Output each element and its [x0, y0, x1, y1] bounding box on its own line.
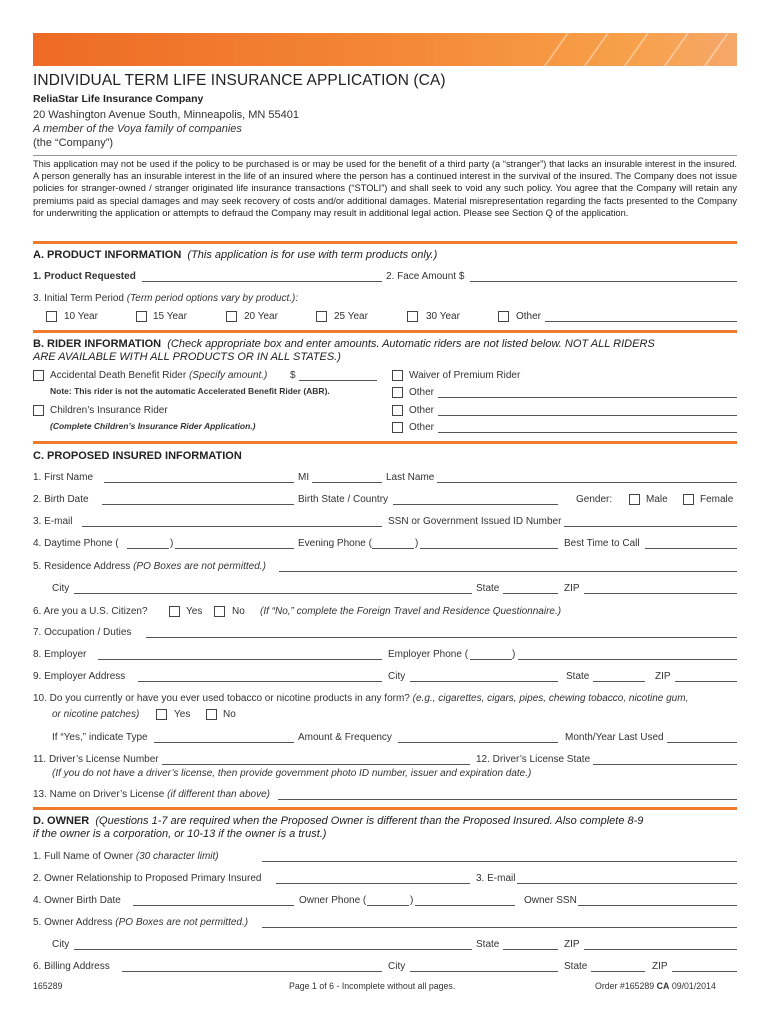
employer-address-field[interactable] — [138, 681, 382, 682]
first-name-label: 1. First Name — [33, 472, 94, 483]
tobacco-amount-label: Amount & Frequency — [298, 732, 392, 743]
billing-state-field[interactable] — [591, 971, 645, 972]
citizen-no-label: No — [232, 606, 245, 617]
term-15-label: 15 Year — [153, 311, 187, 322]
term-10-checkbox[interactable] — [46, 311, 57, 322]
other-rider-2-field[interactable] — [438, 415, 737, 416]
section-b-heading-cont: ARE AVAILABLE WITH ALL PRODUCTS OR IN ALL STATES.) — [33, 351, 341, 363]
adb-rider-label: Accidental Death Benefit Rider (Specify amount.) — [50, 370, 268, 381]
other-rider-2-label: Other — [409, 405, 435, 416]
employer-area-field[interactable] — [470, 659, 512, 660]
owner-email-field[interactable] — [517, 883, 737, 884]
residence-zip-label: ZIP — [564, 583, 580, 594]
children-rider-label: Children’s Insurance Rider — [50, 405, 168, 416]
section-a-rule — [33, 241, 737, 244]
product-requested-label: 1. Product Requested — [33, 271, 136, 282]
owner-phone-label: Owner Phone ( — [299, 895, 367, 906]
section-c-heading: C. PROPOSED INSURED INFORMATION — [33, 450, 242, 462]
billing-zip-label: ZIP — [652, 961, 668, 972]
billing-city-label: City — [388, 961, 406, 972]
license-number-label: 11. Driver’s License Number — [33, 754, 159, 765]
owner-name-label: 1. Full Name of Owner (30 character limit) — [33, 851, 219, 862]
section-d-heading-cont: if the owner is a corporation, or 10-13 if the owner is a trust.) — [33, 828, 327, 840]
employer-zip-label: ZIP — [655, 671, 671, 682]
employer-state-label: State — [566, 671, 590, 682]
last-name-label: Last Name — [386, 472, 435, 483]
daytime-area-field[interactable] — [127, 548, 169, 549]
best-time-field[interactable] — [645, 548, 737, 549]
page-number: Page 1 of 6 - Incomplete without all pages. — [289, 981, 456, 991]
adb-dollar-label: $ — [290, 370, 296, 381]
other-rider-3-label: Other — [409, 422, 435, 433]
other-rider-3-checkbox[interactable] — [392, 422, 403, 433]
company-address: 20 Washington Avenue South, Minneapolis, MN 55401 — [33, 109, 300, 121]
employer-label: 8. Employer — [33, 649, 87, 660]
birth-date-label: 2. Birth Date — [33, 494, 89, 505]
residence-address-label: 5. Residence Address (PO Boxes are not permitted.) — [33, 561, 266, 572]
license-number-field[interactable] — [162, 764, 470, 765]
email-field[interactable] — [82, 526, 382, 527]
billing-address-label: 6. Billing Address — [33, 961, 110, 972]
employer-paren: ) — [512, 649, 516, 660]
tobacco-yes-label: Yes — [174, 709, 191, 720]
residence-state-label: State — [476, 583, 500, 594]
occupation-field[interactable] — [146, 637, 737, 638]
license-state-label: 12. Driver’s License State — [476, 754, 591, 765]
tobacco-no-label: No — [223, 709, 236, 720]
daytime-paren: ) — [170, 538, 174, 549]
employer-city-label: City — [388, 671, 406, 682]
form-number: 165289 — [33, 981, 63, 991]
company-name: ReliaStar Life Insurance Company — [33, 93, 204, 105]
owner-zip-label: ZIP — [564, 939, 580, 950]
abr-note: Note: This rider is not the automatic Accelerated Benefit Rider (ABR). — [50, 386, 330, 396]
residence-address-field[interactable] — [279, 571, 737, 572]
owner-state-label: State — [476, 939, 500, 950]
term-30-checkbox[interactable] — [407, 311, 418, 322]
section-a-heading: A. PRODUCT INFORMATION (This application is for use with term products only.) — [33, 249, 438, 261]
owner-relationship-field[interactable] — [276, 883, 470, 884]
header-banner — [33, 33, 737, 66]
billing-zip-field[interactable] — [672, 971, 737, 972]
tobacco-last-used-field[interactable] — [667, 742, 737, 743]
owner-phone-paren: ) — [410, 895, 414, 906]
residence-city-label: City — [52, 583, 70, 594]
male-checkbox[interactable] — [629, 494, 640, 505]
residence-state-field[interactable] — [503, 593, 558, 594]
billing-address-field[interactable] — [122, 971, 382, 972]
term-other-label: Other — [516, 311, 542, 322]
citizen-yes-label: Yes — [186, 606, 203, 617]
waiver-rider-checkbox[interactable] — [392, 370, 403, 381]
other-rider-1-field[interactable] — [438, 397, 737, 398]
children-rider-checkbox[interactable] — [33, 405, 44, 416]
owner-zip-field[interactable] — [584, 949, 737, 950]
employer-zip-field[interactable] — [675, 681, 737, 682]
term-25-checkbox[interactable] — [316, 311, 327, 322]
birth-state-field[interactable] — [393, 504, 558, 505]
owner-area-field[interactable] — [367, 905, 409, 906]
tobacco-yes-checkbox[interactable] — [156, 709, 167, 720]
owner-state-field[interactable] — [503, 949, 558, 950]
email-label: 3. E-mail — [33, 516, 73, 527]
tobacco-type-field[interactable] — [154, 742, 294, 743]
daytime-phone-field[interactable] — [175, 548, 294, 549]
owner-relationship-label: 2. Owner Relationship to Proposed Primary Insured — [33, 873, 262, 884]
employer-state-field[interactable] — [593, 681, 645, 682]
section-d-heading: D. OWNER (Questions 1-7 are required when the Proposed Owner is different than the Proposed Insured. Also complete 8-9 — [33, 815, 644, 827]
employer-address-label: 9. Employer Address — [33, 671, 126, 682]
female-label: Female — [700, 494, 734, 505]
term-20-label: 20 Year — [244, 311, 278, 322]
term-other-field[interactable] — [545, 321, 737, 322]
other-rider-2-checkbox[interactable] — [392, 405, 403, 416]
order-number: Order #165289 CA 09/01/2014 — [595, 981, 716, 991]
residence-zip-field[interactable] — [584, 593, 737, 594]
tobacco-type-label: If “Yes,” indicate Type — [52, 732, 148, 743]
owner-address-label: 5. Owner Address (PO Boxes are not permitted.) — [33, 917, 249, 928]
ssn-label: SSN or Government Issued ID Number — [388, 516, 562, 527]
billing-city-field[interactable] — [410, 971, 558, 972]
occupation-label: 7. Occupation / Duties — [33, 627, 132, 638]
owner-city-field[interactable] — [74, 949, 472, 950]
billing-state-label: State — [564, 961, 588, 972]
other-rider-1-label: Other — [409, 387, 435, 398]
tobacco-question: 10. Do you currently or have you ever used tobacco or nicotine products in any form? (e.g., cigarettes, cigars, pipes, chewing tobacco, nicotine gum, — [33, 693, 689, 704]
first-name-field[interactable] — [104, 482, 294, 483]
female-checkbox[interactable] — [683, 494, 694, 505]
license-note: (If you do not have a driver’s license, then provide government photo ID number, issuer and expiration date.) — [52, 768, 532, 779]
evening-phone-field[interactable] — [420, 548, 558, 549]
owner-ssn-label: Owner SSN — [524, 895, 577, 906]
section-d-rule — [33, 807, 737, 810]
last-name-field[interactable] — [437, 482, 737, 483]
owner-address-field[interactable] — [262, 927, 737, 928]
page-title: INDIVIDUAL TERM LIFE INSURANCE APPLICATION (CA) — [33, 72, 446, 89]
waiver-rider-label: Waiver of Premium Rider — [409, 370, 521, 381]
employer-phone-label: Employer Phone ( — [388, 649, 469, 660]
term-20-checkbox[interactable] — [226, 311, 237, 322]
term-10-label: 10 Year — [64, 311, 98, 322]
mi-field[interactable] — [312, 482, 382, 483]
evening-area-field[interactable] — [372, 548, 414, 549]
tobacco-last-used-label: Month/Year Last Used — [565, 732, 664, 743]
gender-label: Gender: — [576, 494, 613, 505]
company-member: A member of the Voya family of companies — [33, 123, 242, 135]
mi-label: MI — [298, 472, 310, 483]
term-15-checkbox[interactable] — [136, 311, 147, 322]
male-label: Male — [646, 494, 668, 505]
tobacco-amount-field[interactable] — [398, 742, 558, 743]
owner-birth-label: 4. Owner Birth Date — [33, 895, 121, 906]
citizen-note: (If “No,” complete the Foreign Travel and Residence Questionnaire.) — [260, 606, 562, 617]
face-amount-field[interactable] — [470, 281, 737, 282]
section-c-rule — [33, 441, 737, 444]
children-rider-note: (Complete Children’s Insurance Rider Application.) — [50, 421, 256, 431]
owner-city-label: City — [52, 939, 70, 950]
owner-birth-field[interactable] — [133, 905, 294, 906]
intro-paragraph: This application may not be used if the policy to be purchased is or may be used for the benefit of a third party (a “stranger”) that lacks an insurable interest in the insured. A person generally has an insurable interest in the life of an insured where the person has a continued interest in the survival of the insured. The Company does not issue policies for stranger-owned / stranger originated life insurance transactions (“STOLI”) and shall seek to void any such policy. You agree that the Company will retain any premiums paid as special damages and may seek recovery of costs and/or additional damages. Material misrepresentation regarding the facts presented to the Company for underwriting the application or attempts to defraud the Company may result in additional legal action. Please see Section Q of the application. — [33, 155, 737, 237]
section-b-heading: B. RIDER INFORMATION (Check appropriate box and enter amounts. Automatic riders are not listed below. NOT ALL RIDERS — [33, 338, 655, 350]
license-state-field[interactable] — [593, 764, 737, 765]
face-amount-label: 2. Face Amount $ — [386, 271, 465, 282]
best-time-label: Best Time to Call — [564, 538, 640, 549]
product-requested-field[interactable] — [142, 281, 382, 282]
residence-city-field[interactable] — [74, 593, 472, 594]
daytime-phone-label: 4. Daytime Phone ( — [33, 538, 119, 549]
owner-email-label: 3. E-mail — [476, 873, 516, 884]
tobacco-examples: or nicotine patches) — [52, 709, 140, 720]
evening-paren: ) — [415, 538, 419, 549]
company-alias: (the “Company”) — [33, 137, 114, 149]
owner-name-field[interactable] — [262, 861, 737, 862]
citizen-yes-checkbox[interactable] — [169, 606, 180, 617]
ssn-field[interactable] — [564, 526, 737, 527]
term-25-label: 25 Year — [334, 311, 368, 322]
owner-ssn-field[interactable] — [578, 905, 737, 906]
other-rider-3-field[interactable] — [438, 432, 737, 433]
other-rider-1-checkbox[interactable] — [392, 387, 403, 398]
license-name-label: 13. Name on Driver’s License (if different than above) — [33, 789, 270, 800]
evening-phone-label: Evening Phone ( — [298, 538, 372, 549]
term-other-checkbox[interactable] — [498, 311, 509, 322]
adb-rider-checkbox[interactable] — [33, 370, 44, 381]
license-name-field[interactable] — [278, 799, 737, 800]
citizen-no-checkbox[interactable] — [214, 606, 225, 617]
birth-state-label: Birth State / Country — [298, 494, 389, 505]
citizen-label: 6. Are you a U.S. Citizen? — [33, 606, 148, 617]
tobacco-no-checkbox[interactable] — [206, 709, 217, 720]
employer-city-field[interactable] — [410, 681, 558, 682]
adb-amount-field[interactable] — [299, 380, 377, 381]
section-b-rule — [33, 330, 737, 333]
employer-phone-field[interactable] — [518, 659, 737, 660]
owner-phone-field[interactable] — [415, 905, 515, 906]
term-period-label: 3. Initial Term Period (Term period options vary by product.): — [33, 293, 299, 304]
employer-field[interactable] — [98, 659, 382, 660]
term-30-label: 30 Year — [426, 311, 460, 322]
birth-date-field[interactable] — [102, 504, 294, 505]
